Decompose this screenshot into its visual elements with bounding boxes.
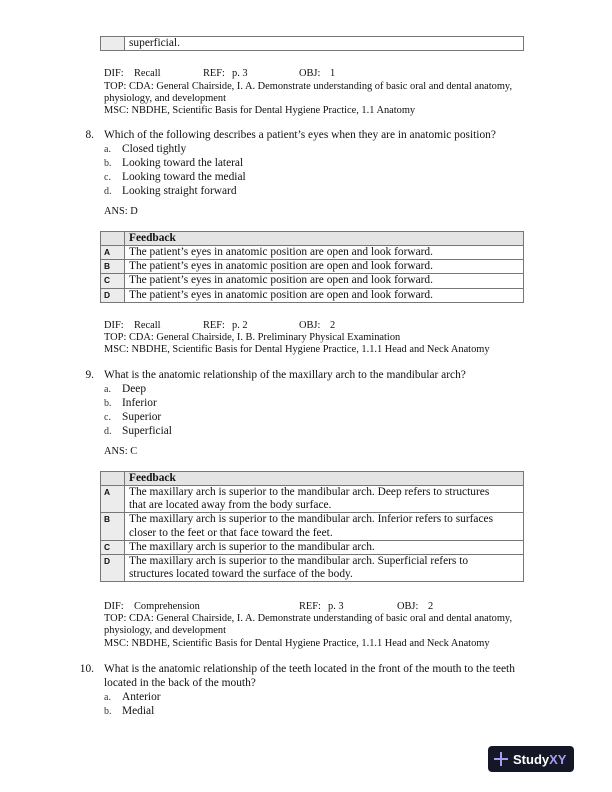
option-text: Superficial (122, 425, 172, 437)
feedback-row (101, 486, 524, 513)
option-text: Looking toward the medial (122, 171, 246, 183)
ref-value: p. 3 (328, 601, 344, 612)
option-text: Deep (122, 383, 147, 395)
msc-label: MSC: (104, 105, 129, 116)
feedback-key-cell (101, 37, 125, 51)
option-text: Medial (122, 705, 155, 717)
feedback-text: The maxillary arch is superior to the mandibular arch. Deep refers to structures that are located away from the body surface. (125, 486, 524, 513)
feedback-header: Feedback (125, 472, 524, 486)
feedback-key: A (101, 246, 125, 260)
ref-value: p. 2 (232, 320, 248, 331)
question-text-cont: located in the back of the mouth? (104, 677, 256, 689)
option-letter: d. (104, 186, 112, 197)
option-text: Looking straight forward (122, 185, 237, 197)
option-text: Inferior (122, 397, 157, 409)
option-text: Superior (122, 411, 162, 423)
option-letter: a. (104, 384, 111, 395)
top-value: CDA: General Chairside, I. A. Demonstrate understanding of basic oral and dental anatomy, (128, 81, 513, 92)
feedback-text: The patient’s eyes in anatomic position are open and look forward. (125, 260, 524, 274)
ref-label: REF: (203, 68, 225, 79)
question-text: Which of the following describes a patient’s eyes when they are in anatomic position? (104, 129, 496, 141)
feedback-row (101, 555, 524, 582)
question-number: 8. (85, 129, 94, 141)
option-letter: c. (104, 412, 111, 423)
dif-label: DIF: (104, 320, 124, 331)
plus-icon (494, 752, 508, 766)
dif-value: Comprehension (134, 601, 200, 612)
dif-label: DIF: (104, 68, 124, 79)
feedback-row (101, 540, 524, 554)
msc-label: MSC: (104, 344, 129, 355)
option-letter: b. (104, 398, 112, 409)
feedback-table-q7-tail (100, 36, 524, 51)
feedback-header: Feedback (125, 232, 524, 246)
feedback-text: The maxillary arch is superior to the mandibular arch. Inferior refers to surfaces closer to the feet or that face toward the feet. (125, 513, 524, 540)
msc-label: MSC: (104, 638, 129, 649)
ref-value: p. 3 (232, 68, 248, 79)
top-value-cont: physiology, and development (104, 93, 226, 104)
answer-line (104, 206, 138, 219)
option-text: Looking toward the lateral (122, 157, 244, 169)
option-letter: a. (104, 692, 111, 703)
question-number: 10. (79, 663, 94, 675)
obj-value: 1 (330, 68, 336, 79)
dif-value: Recall (134, 320, 161, 331)
feedback-text: The patient’s eyes in anatomic position are open and look forward. (125, 288, 524, 302)
ref-label: REF: (299, 601, 321, 612)
top-label: TOP: (104, 613, 127, 624)
feedback-key: A (101, 486, 125, 513)
feedback-table (100, 231, 524, 303)
feedback-text: The maxillary arch is superior to the mandibular arch. Superficial refers to structures located toward the surface of the body. (125, 555, 524, 582)
ref-label: REF: (203, 320, 225, 331)
feedback-row (101, 37, 524, 51)
feedback-text: The patient’s eyes in anatomic position are open and look forward. (125, 246, 524, 260)
option-letter: d. (104, 426, 112, 437)
meta-dif-line (104, 320, 336, 333)
feedback-text: The maxillary arch is superior to the mandibular arch. (125, 540, 524, 554)
feedback-text: The patient’s eyes in anatomic position are open and look forward. (125, 274, 524, 288)
msc-value: NBDHE, Scientific Basis for Dental Hygiene Practice, 1.1 Anatomy (131, 105, 416, 116)
obj-label: OBJ: (299, 320, 321, 331)
option-letter: a. (104, 144, 111, 155)
option-letter: b. (104, 158, 112, 169)
feedback-row (101, 274, 524, 288)
answer-value: C (130, 446, 138, 457)
option-text: Closed tightly (122, 143, 187, 155)
top-label: TOP: (104, 81, 127, 92)
question-text: What is the anatomic relationship of the maxillary arch to the mandibular arch? (104, 369, 466, 381)
feedback-table (100, 471, 524, 582)
feedback-header-row (101, 232, 524, 246)
obj-value: 2 (330, 320, 336, 331)
msc-value: NBDHE, Scientific Basis for Dental Hygiene Practice, 1.1.1 Head and Neck Anatomy (131, 344, 490, 355)
answer-line (104, 446, 137, 459)
top-value: CDA: General Chairside, I. A. Demonstrate understanding of basic oral and dental anatomy, (128, 613, 513, 624)
feedback-key: B (101, 513, 125, 540)
feedback-row (101, 288, 524, 302)
feedback-key: C (101, 274, 125, 288)
answer-label: ANS: (104, 446, 128, 457)
top-label: TOP: (104, 332, 127, 343)
feedback-text: superficial. (125, 37, 524, 51)
obj-label: OBJ: (397, 601, 419, 612)
dif-label: DIF: (104, 601, 124, 612)
option-letter: b. (104, 706, 112, 717)
top-value-cont: physiology, and development (104, 625, 226, 636)
feedback-row (101, 246, 524, 260)
question-number: 9. (85, 369, 94, 381)
feedback-row (101, 513, 524, 540)
question-text: What is the anatomic relationship of the teeth located in the front of the mouth to the teeth (104, 663, 515, 675)
msc-value: NBDHE, Scientific Basis for Dental Hygiene Practice, 1.1.1 Head and Neck Anatomy (131, 638, 490, 649)
answer-label: ANS: (104, 206, 128, 217)
feedback-key: C (101, 540, 125, 554)
feedback-key: B (101, 260, 125, 274)
obj-label: OBJ: (299, 68, 321, 79)
feedback-row (101, 260, 524, 274)
option-letter: c. (104, 172, 111, 183)
studyxy-watermark-badge[interactable] (488, 746, 574, 772)
top-value: CDA: General Chairside, I. B. Preliminary Physical Examination (128, 332, 401, 343)
option-text: Anterior (122, 691, 161, 703)
dif-value: Recall (134, 68, 161, 79)
brand-name: StudyXY (513, 751, 567, 767)
feedback-key: D (101, 555, 125, 582)
feedback-header-row (101, 472, 524, 486)
obj-value: 2 (428, 601, 434, 612)
answer-value: D (130, 206, 138, 217)
feedback-key: D (101, 288, 125, 302)
meta-dif-line (104, 601, 434, 614)
